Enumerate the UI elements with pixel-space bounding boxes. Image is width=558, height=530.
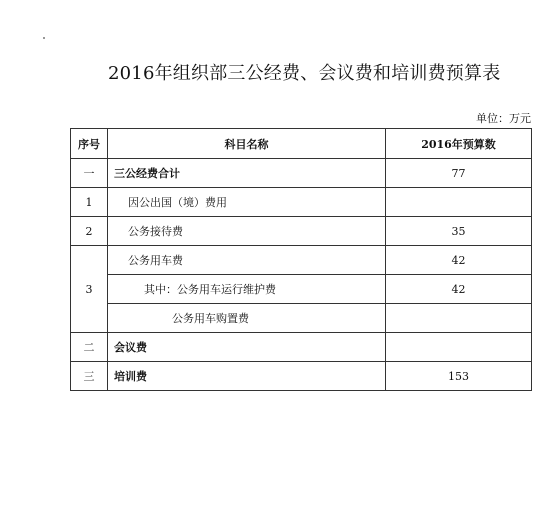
row-index: 二 xyxy=(71,333,108,362)
scan-speck xyxy=(43,37,45,39)
row-index: 三 xyxy=(71,362,108,391)
page-title: 2016年组织部三公经费、会议费和培训费预算表 xyxy=(108,63,501,84)
row-budget xyxy=(386,304,532,333)
row-subject: 培训费 xyxy=(108,362,386,391)
row-subject: 公务用车费 xyxy=(108,246,386,275)
row-budget: 42 xyxy=(386,246,532,275)
row-subject: 会议费 xyxy=(108,333,386,362)
row-index: 1 xyxy=(71,188,108,217)
row-subject: 其中：公务用车运行维护费 xyxy=(108,275,386,304)
row-budget: 42 xyxy=(386,275,532,304)
row-index: 2 xyxy=(71,217,108,246)
table-row xyxy=(71,275,532,304)
row-subject: 因公出国（境）费用 xyxy=(108,188,386,217)
table-row xyxy=(71,217,532,246)
row-budget: 153 xyxy=(386,362,532,391)
header-budget: 2016年预算数 xyxy=(386,129,532,159)
header-subject: 科目名称 xyxy=(108,129,386,159)
row-budget xyxy=(386,333,532,362)
table-row xyxy=(71,362,532,391)
header-index: 序号 xyxy=(71,129,108,159)
table-header-row xyxy=(71,129,532,159)
table-row xyxy=(71,304,532,333)
table-row xyxy=(71,159,532,188)
row-index: 3 xyxy=(71,246,108,333)
row-budget xyxy=(386,188,532,217)
row-budget: 77 xyxy=(386,159,532,188)
row-subject: 公务接待费 xyxy=(108,217,386,246)
table-row xyxy=(71,333,532,362)
table-row xyxy=(71,188,532,217)
unit-label: 单位：万元 xyxy=(476,112,531,125)
row-subject: 三公经费合计 xyxy=(108,159,386,188)
row-subject: 公务用车购置费 xyxy=(108,304,386,333)
budget-table xyxy=(70,128,532,391)
row-budget: 35 xyxy=(386,217,532,246)
table-row xyxy=(71,246,532,275)
row-index: 一 xyxy=(71,159,108,188)
